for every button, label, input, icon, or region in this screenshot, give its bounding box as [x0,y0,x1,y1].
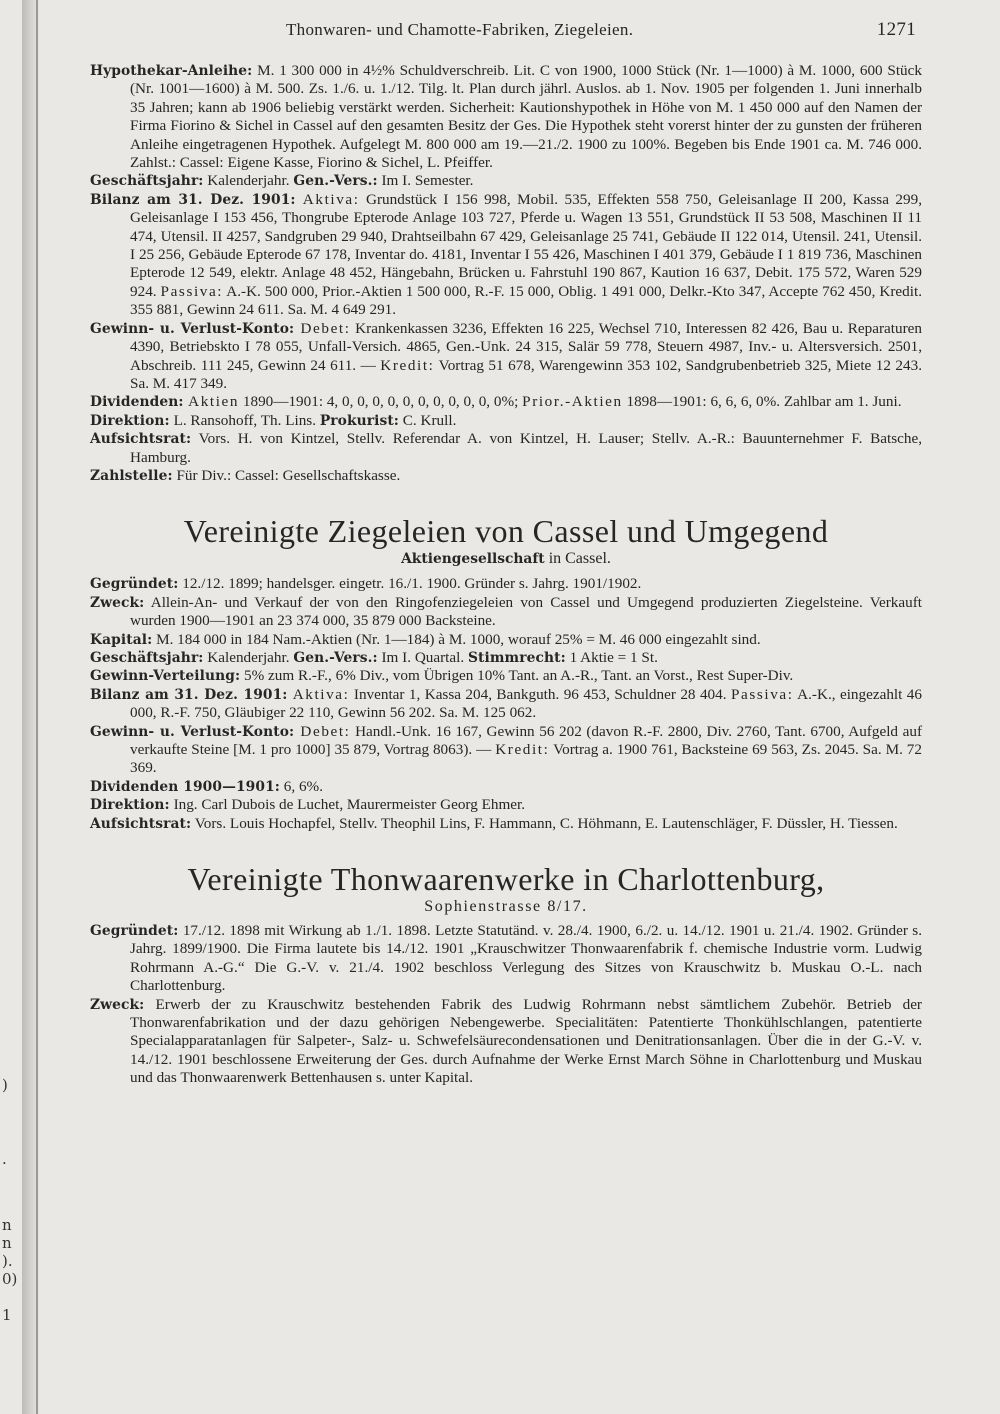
entry-label: Geschäftsjahr: [90,173,204,190]
margin-fragment: n [2,1234,12,1252]
margin-fragment: n [2,1216,12,1234]
entry-label: Gegründet: [90,923,179,940]
passiva-label: Passiva: [160,282,224,300]
entry-gewinn-verteilung [90,667,922,685]
entry-label: Bilanz am 31. Dez. 1901: [90,686,288,703]
entry-aufsichtsrat [90,815,922,833]
entry-gegruendet [90,922,922,996]
aktiva-label: Aktiva: [287,685,350,703]
entry-text: 1890—1901: 4, 0, 0, 0, 0, 0, 0, 0, 0, 0, 0, 0%; [239,393,523,411]
passiva-label: Passiva: [730,685,794,703]
entry-text: A.-K. 500 000, Prior.-Aktien 1 500 000, R.-F. 15 000, Oblig. 1 491 000, Delkr.-Kto 347, Accepte 762 450, Kredit. 355 881, Gewinn 24 611. Sa. M. 4 649 291. [130,282,923,319]
entry-label: Aufsichtsrat: [90,815,192,832]
entry-direktion [90,412,922,430]
entry-text: Grundstück I 156 998, Mobil. 535, Effekten 558 750, Geleisanlage II 200, Kassa 299, Geleisanlage I 153 456, Thongrube Epterode Anlage 103 727, Pferde u. Wagen 13 551, Grundstück II 53 508, Maschinen II 11 474, Utensil. II 4257, Sandgruben 29 940, Drahtseilbahn 67 429, Geleisanlage 25 741, Gebäude II 122 014, Utensil. 241, Utensil. I 25 256, Gebäude Epterode 67 178, Inventar do. 4181, Inventar I 55 426, Maschinen I 401 379, Gebäude I 1 819 736, Maschinen Epterode 12 549, elektr. Anlage 48 452, Hängebahn, Brücken u. Fahrstuhl 190 867, Kaution 16 637, Debit. 175 572, Waren 529 924. [130,190,922,300]
company-subtitle-rest: in Cassel. [544,550,611,568]
entry-label: Direktion: [90,412,170,429]
entry-text: Vortrag 51 678, Warengewinn 353 102, Sandgrubenbetrieb 325, Miete 12 243. Sa. M. 417 349. [130,356,922,392]
margin-fragment: 1 [2,1306,12,1324]
debet-label: Debet: [294,319,351,337]
entry-text: Allein-An- und Verkauf der von den Ringofenziegeleien von Cassel und Umgegend produzierten Ziegelsteine. Verkauft wurden 1900—1901 an 23 374 000, 35 879 000 Backsteine. [130,593,922,630]
page-edge-line [36,0,38,1414]
entry-zweck [90,594,922,631]
entry-gewinn-verlust [90,320,922,394]
entry-label: Gewinn-Verteilung: [90,668,241,685]
running-title: Thonwaren- und Chamotte-Fabriken, Ziegeleien. [286,20,634,39]
entry-hypothekar-anleihe [90,62,922,172]
entry-aufsichtsrat [90,430,922,467]
margin-fragment: . [2,1150,7,1168]
entry-text: Vortrag a. 1900 761, Backsteine 69 563, Zs. 2045. Sa. M. 72 369. [130,741,922,777]
entry-label: Dividenden 1900—1901: [90,778,280,795]
entry-label: Geschäftsjahr: [90,649,204,666]
page-body [90,62,922,1088]
entry-label: Zweck: [90,594,145,611]
entry-gegruendet [90,575,922,593]
entry-label: Kapital: [90,631,153,648]
entry-label: Bilanz am 31. Dez. 1901: [90,191,296,208]
entry-text: Vors. Louis Hochapfel, Stellv. Theophil Lins, F. Hammann, C. Höhmann, E. Lautenschläger, F. Düssler, H. Tiessen. [191,814,898,832]
entry-text: Ing. Carl Dubois de Luchet, Maurermeister Georg Ehmer. [169,796,526,814]
entry-label: Dividenden: [90,394,184,411]
entry-geschaeftsjahr [90,172,922,190]
entry-text: Krankenkassen 3236, Effekten 16 225, Wechsel 710, Interessen 82 426, Bau u. Reparaturen 4390, Betriebskto I 78 055, Unfall-Versich. 4865, Gen.-Unk. 24 315, Salär 59 778, Steuern 4987, Inv.- u. Altersversich. 2501, Abschreib. 111 245, Gewinn 24 611. — [130,319,922,374]
entry-label: Prokurist: [319,412,399,429]
entry-label: Gen.-Vers.: [293,649,378,666]
entry-zahlstelle [90,467,922,485]
company-address: Sophienstrasse 8/17. [424,898,588,916]
entry-text: 1898—1901: 6, 6, 6, 0%. Zahlbar am 1. Juni. [622,393,902,411]
debet-label: Debet: [294,722,351,740]
entry-label: Gewinn- u. Verlust-Konto: [90,723,295,740]
margin-fragment: ) [2,1076,8,1094]
entry-label: Aufsichtsrat: [90,431,192,448]
entry-text: 12./12. 1899; handelsger. eingetr. 16./1. 1900. Gründer s. Jahrg. 1901/1902. [178,575,642,593]
entry-geschaeftsjahr [90,649,922,667]
entry-text: 5% zum R.-F., 6% Div., vom Übrigen 10% Tant. an A.-R., Tant. an Vorst., Rest Super-Div. [240,667,794,685]
company-subtitle [90,549,922,569]
entry-bilanz [90,191,922,320]
entry-text: M. 184 000 in 184 Nam.-Aktien (Nr. 1—184) à M. 1000, worauf 25% = M. 46 000 eingezahlt sind. [152,630,761,648]
entry-text: M. 1 300 000 in 4½% Schuldverschreib. Lit. C von 1900, 1000 Stück (Nr. 1—1000) à M. 1000, 600 Stück (Nr. 1001—1600) à M. 500. Zs. 1./6. u. 1./12. Tilg. lt. Plan durch jährl. Auslos. ab 1. Nov. 1905 per folgenden 1. Juni innerhalb 35 Jahren; kann ab 1906 beliebig verstärkt werden. Sicherheit: Kautionshypothek in Höhe von M. 1 450 000 auf den Namen der Firma Fiorino & Sichel in Cassel auf den gesamten Besitz der Ges. Die Hypothek steht vorerst hinter der zu gunsten der früheren Anleihe eingetragenen Hypothek. Aufgelegt M. 800 000 am 19.—21./2. 1900 zu 100%. Begeben bis Ende 1901 ca. M. 746 000. Zahlst.: Cassel: Eigene Kasse, Fiorino & Sichel, L. Pfeiffer. [130,62,922,172]
entry-text: Kalenderjahr. [203,648,294,666]
entry-label: Gen.-Vers.: [293,173,378,190]
margin-fragment: ). [2,1252,13,1270]
company-subtitle-bold: Aktiengesellschaft [401,551,545,568]
kredit-label: Kredit: [495,741,550,758]
entry-bilanz [90,686,922,723]
kredit-label: Kredit: [380,356,435,374]
entry-text: Im I. Quartal. [377,648,468,666]
entry-label: Stimmrecht: [467,649,566,666]
entry-text: 17./12. 1898 mit Wirkung ab 1./1. 1898. Letzte Statutänd. v. 28./4. 1900, 6./2. u. 14./12. 1901 u. 21./4. 1902. Gründer s. Jahrg. 1899/1900. Die Firma lautete bis 14./12. 1901 „Krauschwitzer Thonwaarenfabrik f. chemische Industrie vorm. Ludwig Rohrmann A.-G.“ Die G.-V. v. 21./4. 1902 beschloss Verlegung des Sitzes von Krauschwitz b. Muskau O.-L. nach Charlottenburg. [130,922,922,995]
entry-kapital [90,631,922,649]
company-title: Vereinigte Thonwaarenwerke in Charlottenburg, [187,861,825,898]
entry-text: Vors. H. von Kintzel, Stellv. Referendar A. von Kintzel, H. Lauser; Stellv. A.-R.: Bauunternehmer F. Batsche, Hamburg. [130,430,922,466]
entry-label: Direktion: [90,797,170,814]
entry-text: L. Ransohoff, Th. Lins. [169,411,320,429]
entry-label: Gewinn- u. Verlust-Konto: [90,320,295,337]
entry-label: Zweck: [90,996,145,1013]
entry-label: Zahlstelle: [90,467,173,484]
entry-text: Handl.-Unk. 16 167, Gewinn 56 202 (davon R.-F. 2800, Div. 2760, Tant. 6700, Aufgeld auf verkaufte Steine [M. 1 pro 1000] 35 879, Vortrag 8063). — [130,722,922,758]
prior-aktien-label: Prior.-Aktien [522,393,623,411]
entry-dividenden [90,778,922,796]
entry-text: 1 Aktie = 1 St. [565,648,658,666]
entry-text: Inventar 1, Kassa 204, Bankguth. 96 453, Schuldner 28 404. [349,685,731,703]
entry-dividenden [90,393,922,411]
entry-text: Erwerb der zu Krauschwitz bestehenden Fabrik des Ludwig Rohrmann nebst sämtlichem Zubehör. Betrieb der Thonwarenfabrikation und der dazu gehörigen Nebengewerbe. Specialitäten: Patentierte Thonkühlschlangen, patentierte Specialapparatanlagen für Salpeter-, Salz- u. Schwefelsäurecondensationen und Denitrationsanlagen. Über die in der G.-V. v. 14./12. 1901 beschlossene Erweiterung der Ges. durch Aufnahme der Werke Ernst March Söhne in Charlottenburg und Muskau und das Thonwaarenwerk Bettenhausen s. unter Kapital. [130,995,922,1087]
entry-text: 6, 6%. [279,777,323,795]
company-title: Vereinigte Ziegeleien von Cassel und Umgegend [183,513,829,550]
entry-gewinn-verlust [90,723,922,778]
entry-label: Hypothekar-Anleihe: [90,63,253,79]
entry-text: C. Krull. [399,411,457,429]
aktien-label: Aktien [183,393,240,411]
entry-zweck [90,996,922,1088]
entry-direktion [90,796,922,814]
entry-text: A.-K., eingezahlt 46 000, R.-F. 750, Gläubiger 22 110, Gewinn 56 202. Sa. M. 125 062. [130,685,922,722]
aktiva-label: Aktiva: [295,190,360,208]
running-header [90,20,920,44]
entry-text: Für Div.: Cassel: Gesellschaftskasse. [172,466,401,484]
entry-label: Gegründet: [90,576,179,593]
page-number: 1271 [876,19,916,40]
margin-fragment: 0) [2,1270,18,1288]
entry-text: Kalenderjahr. [203,172,294,190]
entry-text: Im I. Semester. [377,172,474,190]
